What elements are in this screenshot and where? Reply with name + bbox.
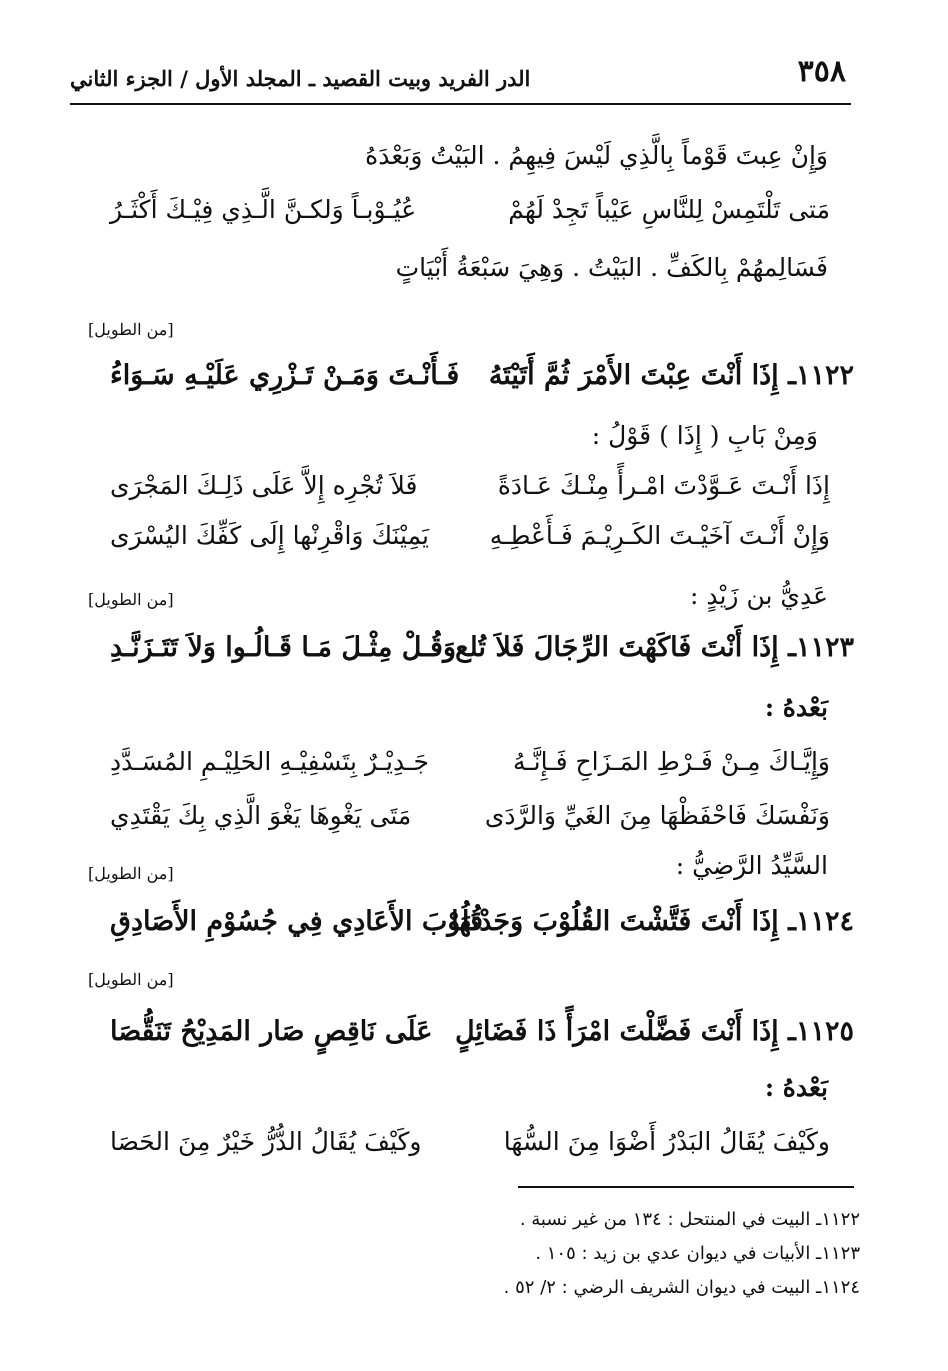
verse-first-hemistich: ١١٢٤ـ إِذَا أَنْتَ فَتَّشْتَ القُلُوْبَ وَجَدْتَهَا [451,906,854,937]
footnote: ١١٢٤ـ البيت في ديوان الشريف الرضي : ٢/ ٥٢ . [503,1277,860,1298]
header-rule [70,103,851,105]
verse-second-hemistich: عُيُـوْبـاً وَلكـنَّ الَّـذِي فِيْـكَ أَكْثَـرُ [110,195,417,224]
verse-second-hemistich: فَـأَنْـتَ وَمَـنْ تَـزْرِي عَلَيْـهِ سَـوَاءُ [110,360,460,391]
verse-first-hemistich: مَتى تَلْتَمِسْ لِلنَّاسِ عَيْباً تَجِدْ لَهُمْ [508,195,830,224]
numbered-verse-1125 [110,1010,854,1054]
meter-label: [من الطويل] [88,320,174,339]
prose-line: وَمِنْ بَابِ ( إِذَا ) قَوْلُ : [591,421,818,450]
verse-row [110,188,830,232]
prose-line: عَدِيُّ بن زَيْدٍ : [689,581,828,610]
footnote-rule [518,1186,854,1188]
verse-first-hemistich: ١١٢٣ـ إِذَا أَنْتَ فَاكَهْتَ الرِّجَالَ فَلاَ تُلع [455,632,854,663]
running-head: الدر الفريد وبيت القصيد ـ المجلد الأول / الجزء الثاني [70,66,531,91]
meter-label: [من الطويل] [88,590,174,609]
verse-second-hemistich: قُلُوْبَ الأَعَادِي فِي جُسُوْمِ الأَصَادِقِ [110,906,484,937]
verse-second-hemistich: مَتَى يَغْوِهَا يَغْوَ الَّذِي بِكَ يَقْتَدِي [110,801,412,830]
footnote: ١١٢٢ـ البيت في المنتحل : ١٣٤ من غير نسبة . [519,1209,860,1230]
prose-line: السَّيِّدُ الرَّضِيُّ : [675,851,828,880]
verse-row [110,464,830,508]
meter-label: [من الطويل] [88,864,174,883]
meter-label: [من الطويل] [88,970,174,989]
numbered-verse-1124 [110,900,854,944]
verse-row [110,740,830,784]
verse-second-hemistich: وكَيْفَ يُقَالُ الدُّرُّ خَيْرٌ مِنَ الحَصَا [110,1127,422,1156]
verse-first-hemistich: وَإِنْ أَنْـتَ آخَيْـتَ الكَـرِيْـمَ فَـأَعْطِـهِ [489,521,830,550]
verse-second-hemistich: يَمِيْنَكَ وَاقْرِنْها إِلَى كَفِّكَ اليُسْرَى [110,521,430,550]
prose-line: بَعْدهُ : [764,693,828,722]
verse-second-hemistich: وَقُـلْ مِثْـلَ مَـا قَـالُـوا وَلاَ تَتَـزَنَّـدِ [110,632,457,663]
prose-line: وَإِنْ عِبتَ قَوْماً بِالَّذِي لَيْسَ فِيهِمُ . البَيْتُ وَبَعْدَهُ [365,141,828,170]
page-number: ٣٥٨ [797,54,846,89]
verse-first-hemistich: ١١٢٢ـ إِذَا أَنْتَ عِبْتَ الأَمْرَ ثُمَّ أَتَيْتَهُ [488,360,854,391]
verse-second-hemistich: عَلَى نَاقِصٍ صَار المَدِيْحُ تَنَقُّصَا [110,1016,433,1047]
numbered-verse-1122 [110,354,854,398]
prose-line: بَعْدهُ : [764,1073,828,1102]
verse-second-hemistich: جَـدِيْـرٌ بِتَسْفِيْـهِ الحَلِيْـمِ المُسَـدَّدِ [110,747,429,776]
verse-first-hemistich: إِذَا أَنْـتَ عَـوَّدْتَ امْـرأً مِنْـكَ عَـادَةً [497,471,830,500]
prose-line: فَسَالِمهُمْ بِالكَفِّ . البَيْتُ . وَهِيَ سَبْعَةُ أَبْيَاتٍ [395,253,828,282]
verse-second-hemistich: فَلاَ تُجْرِه إِلاَّ عَلَى ذَلِـكَ المَجْرَى [110,471,418,500]
numbered-verse-1123 [110,626,854,670]
verse-first-hemistich: وَنَفْسَكَ فَاحْفَظْهَا مِنَ الغَيِّ وَالرَّدَى [484,801,830,830]
footnote: ١١٢٣ـ الأبيات في ديوان عدي بن زيد : ١٠٥ . [535,1243,860,1264]
verse-first-hemistich: وَإِيَّـاكَ مِـنْ فَـرْطِ المَـزَاحِ فَـإِنَّـهُ [512,747,830,776]
verse-first-hemistich: وكَيْفَ يُقَالُ البَدْرُ أَضْوَا مِنَ السُّهَا [503,1127,830,1156]
verse-row [110,514,830,558]
verse-row [110,1120,830,1164]
verse-row [110,794,830,838]
verse-first-hemistich: ١١٢٥ـ إِذَا أَنْتَ فَضَّلْتَ امْرَأً ذَا فَضَائِلٍ [454,1016,854,1047]
